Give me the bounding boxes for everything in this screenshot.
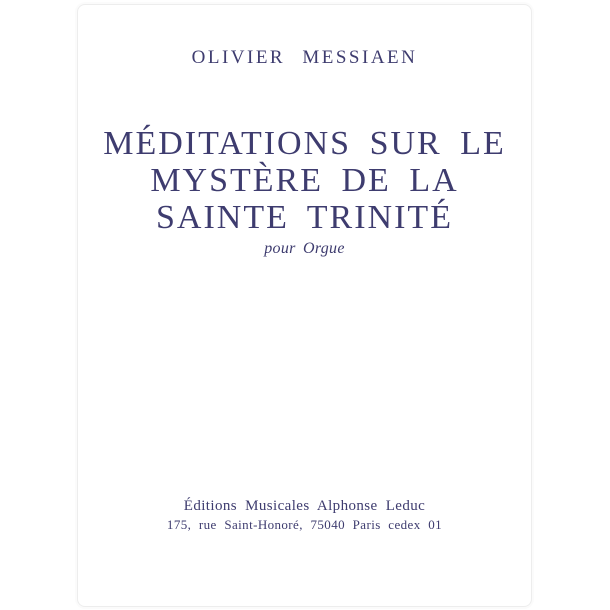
instrumentation-subtitle: pour Orgue bbox=[264, 240, 345, 257]
title-line-3: SAINTE TRINITÉ bbox=[156, 199, 453, 236]
title-line-1: MÉDITATIONS SUR LE bbox=[103, 125, 506, 162]
publisher-name: Éditions Musicales Alphonse Leduc bbox=[183, 498, 426, 514]
work-title bbox=[78, 125, 531, 236]
author-name: OLIVIER MESSIAEN bbox=[191, 47, 418, 68]
title-line-2: MYSTÈRE DE LA bbox=[150, 162, 459, 199]
cover-page bbox=[77, 4, 532, 607]
publisher-address: 175, rue Saint-Honoré, 75040 Paris cedex 01 bbox=[166, 517, 443, 532]
